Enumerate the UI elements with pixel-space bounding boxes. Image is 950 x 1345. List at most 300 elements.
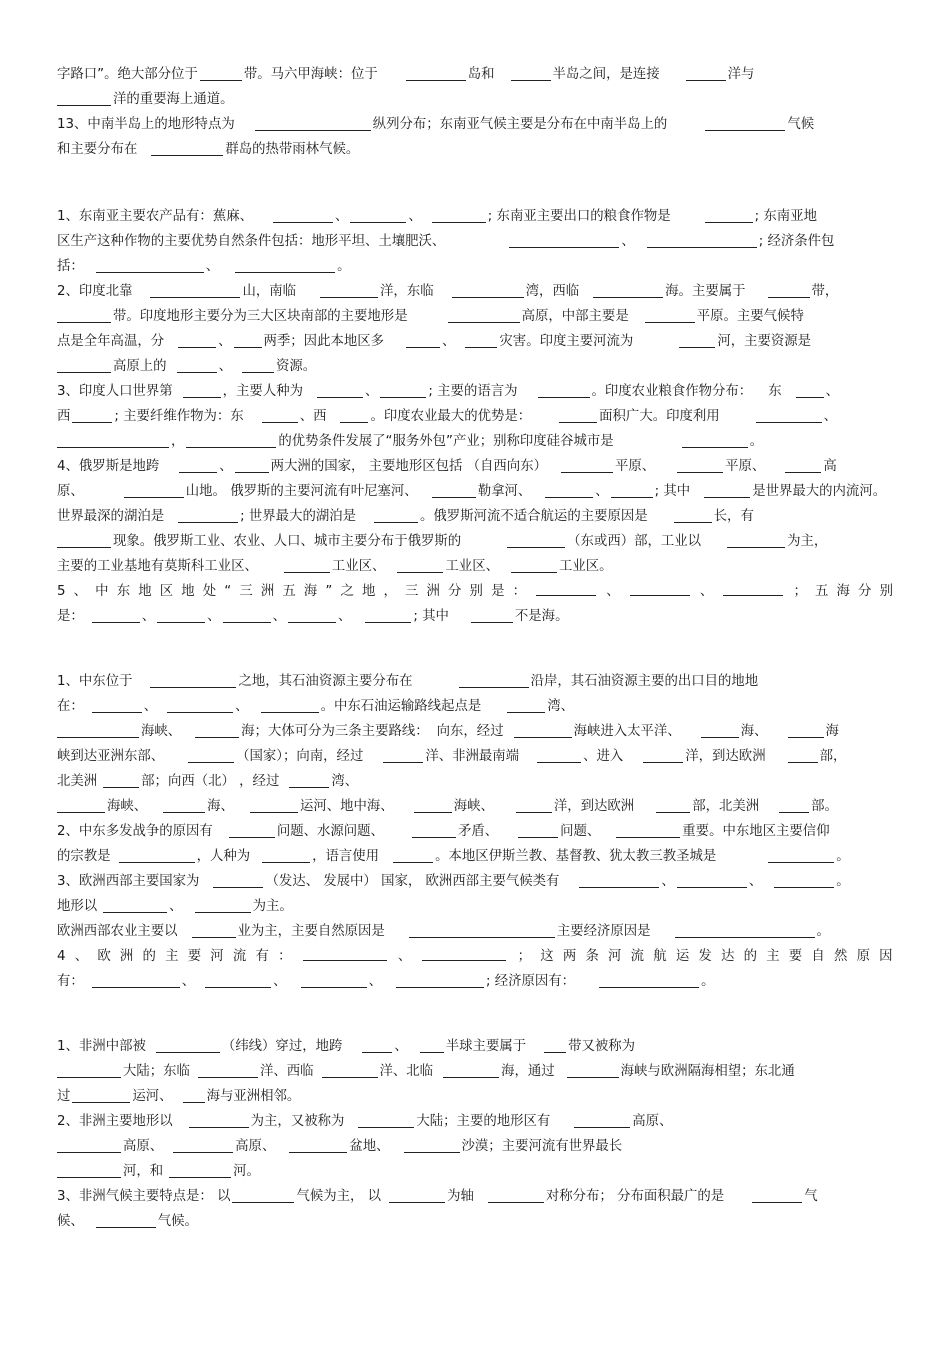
text: 自 — [811, 949, 825, 964]
text: 流 — [630, 949, 645, 964]
text: 五 — [282, 584, 296, 599]
text: 5 — [57, 584, 66, 599]
blank[interactable] — [511, 556, 557, 573]
blank[interactable] — [420, 1036, 444, 1053]
blank[interactable] — [705, 114, 785, 131]
text: 。印度农业粮食作物分布： — [591, 384, 753, 399]
blank[interactable] — [599, 971, 699, 988]
blank[interactable] — [242, 356, 274, 373]
text: 洋、非洲最南端 — [425, 749, 520, 764]
text: 、 — [335, 209, 349, 224]
text: 、 — [397, 949, 412, 964]
blank[interactable] — [509, 231, 619, 248]
text: 现象。俄罗斯工业、农业、人口、城市主要分布于俄罗斯的 — [113, 534, 462, 549]
blank[interactable] — [284, 556, 330, 573]
blank[interactable] — [383, 746, 423, 763]
text: 洋的重要海上通道。 — [113, 92, 234, 107]
text: 地 — [138, 584, 152, 599]
line — [57, 254, 893, 279]
text: 海。主要属于 — [665, 284, 746, 299]
blank[interactable] — [57, 721, 139, 738]
blank[interactable] — [289, 771, 329, 788]
blank[interactable] — [57, 306, 111, 323]
text: 高 — [823, 459, 837, 474]
blank[interactable] — [647, 231, 757, 248]
blank[interactable] — [674, 506, 712, 523]
blank[interactable] — [288, 606, 336, 623]
line — [57, 894, 893, 919]
line — [57, 1109, 893, 1134]
blank[interactable] — [397, 556, 443, 573]
text: 部；向西（北） ，经过 — [141, 774, 280, 789]
text: 部， — [819, 749, 847, 764]
text: 、 — [218, 359, 232, 374]
text: 平原、 — [614, 459, 656, 474]
line — [57, 744, 893, 769]
blank[interactable] — [320, 281, 378, 298]
blank[interactable] — [616, 821, 680, 838]
line — [57, 919, 893, 944]
text: 之 — [340, 584, 354, 599]
blank[interactable] — [544, 1036, 566, 1053]
blank[interactable] — [768, 846, 834, 863]
blank[interactable] — [752, 1186, 802, 1203]
line — [57, 1059, 893, 1084]
line — [57, 87, 893, 112]
blank[interactable] — [448, 306, 520, 323]
blank[interactable] — [150, 671, 236, 688]
blank[interactable] — [119, 846, 195, 863]
text: 带。印度地形主要分为三大区块南部的主要地形是 — [113, 309, 408, 324]
text: 主要的工业基地有莫斯科工业区、 — [57, 559, 258, 574]
blank[interactable] — [643, 746, 683, 763]
blank[interactable] — [150, 281, 240, 298]
text: 海 — [825, 724, 839, 739]
text: 和主要分布在 — [57, 142, 138, 157]
blank[interactable] — [177, 356, 217, 373]
blank[interactable] — [57, 531, 111, 548]
blank[interactable] — [235, 256, 335, 273]
blank[interactable] — [422, 944, 506, 961]
text: 平原、 — [725, 459, 766, 474]
blank[interactable] — [432, 481, 476, 498]
blank[interactable] — [178, 506, 238, 523]
blank[interactable] — [157, 606, 205, 623]
blank[interactable] — [705, 206, 753, 223]
blank[interactable] — [756, 406, 822, 423]
blank[interactable] — [779, 796, 809, 813]
text: 原 — [856, 949, 870, 964]
text: 洋，到达欧洲 — [685, 749, 766, 764]
line — [57, 554, 893, 579]
blank[interactable] — [393, 846, 433, 863]
text: 有 — [255, 949, 269, 964]
blank[interactable] — [232, 1186, 294, 1203]
text: 候、 — [57, 1214, 84, 1229]
blank[interactable] — [96, 1211, 156, 1228]
text: ; 世界最大的湖泊是 — [240, 509, 357, 524]
blank[interactable] — [536, 579, 596, 596]
blank[interactable] — [57, 431, 169, 448]
text: ，人种为 — [196, 849, 251, 864]
text: 洋，到达欧洲 — [553, 799, 635, 814]
text: 两大洲的国家， 主要地形区包括 （自西向东） — [270, 459, 547, 474]
text: 海峡、 — [107, 799, 148, 814]
blank[interactable] — [163, 796, 205, 813]
blank[interactable] — [727, 531, 785, 548]
blank[interactable] — [365, 606, 411, 623]
text: 海峡与欧洲隔海相望；东北通 — [620, 1064, 795, 1079]
blank[interactable] — [538, 381, 590, 398]
text: 三 — [239, 584, 253, 599]
line — [57, 379, 893, 404]
text: 矛盾、 — [457, 824, 499, 839]
line — [57, 844, 893, 869]
blank[interactable] — [574, 1111, 630, 1128]
blank[interactable] — [57, 796, 105, 813]
blank[interactable] — [579, 871, 659, 888]
blank[interactable] — [322, 1061, 378, 1078]
blank[interactable] — [156, 1036, 220, 1053]
text: 是： — [57, 609, 84, 624]
blank[interactable] — [151, 139, 223, 156]
blank[interactable] — [195, 721, 239, 738]
blank[interactable] — [701, 721, 739, 738]
text: ; 东南亚地 — [754, 209, 817, 224]
blank[interactable] — [234, 331, 262, 348]
blank[interactable] — [471, 606, 513, 623]
blank[interactable] — [432, 206, 486, 223]
blank[interactable] — [374, 506, 418, 523]
text: ， — [171, 434, 185, 449]
text: 处 — [202, 584, 217, 599]
blank[interactable] — [593, 281, 663, 298]
text: ; 东南亚主要出口的粮食作物是 — [487, 209, 671, 224]
text: 洲 — [260, 584, 275, 599]
blank[interactable] — [656, 796, 690, 813]
blank[interactable] — [103, 896, 167, 913]
text: 运 — [675, 949, 690, 964]
blank[interactable] — [675, 921, 815, 938]
blank[interactable] — [183, 1086, 205, 1103]
text: ; 经济条件包 — [758, 234, 835, 249]
blank[interactable] — [412, 821, 456, 838]
blank[interactable] — [57, 1161, 121, 1178]
text: 为轴 — [447, 1189, 474, 1204]
text: 、 — [442, 334, 456, 349]
blank[interactable] — [380, 381, 426, 398]
blank[interactable] — [682, 431, 748, 448]
text: 、 — [219, 459, 233, 474]
text: 世界最深的湖泊是 — [57, 509, 165, 524]
text: 灾害。印度主要河流为 — [499, 334, 634, 349]
blank[interactable] — [511, 64, 551, 81]
text: ： — [512, 584, 526, 599]
blank[interactable] — [189, 1111, 249, 1128]
line — [57, 62, 893, 87]
text: 问题、 — [560, 824, 601, 839]
blank[interactable] — [198, 1061, 258, 1078]
text: 海 — [836, 584, 850, 599]
text: 、 — [235, 699, 249, 714]
blank[interactable] — [124, 481, 184, 498]
text: （发达、 发展中） 国家， 欧洲西部主要气候类有 — [265, 874, 560, 889]
text: ， — [383, 584, 397, 599]
blank[interactable] — [414, 796, 452, 813]
section-southeast-asia-cont — [57, 62, 893, 162]
blank[interactable] — [188, 746, 234, 763]
text: 欧洲西部农业主要以 — [57, 924, 178, 939]
blank[interactable] — [537, 746, 581, 763]
blank[interactable] — [213, 871, 263, 888]
text: 洋与 — [727, 67, 755, 82]
text: 、 — [748, 874, 763, 889]
line-justified — [57, 944, 893, 969]
blank[interactable] — [57, 1136, 121, 1153]
blank[interactable] — [223, 606, 271, 623]
text: 、 — [169, 899, 183, 914]
text: 地 — [361, 584, 376, 599]
blank[interactable] — [452, 281, 524, 298]
text: 面积广大。印度利用 — [599, 409, 720, 424]
text: 、 — [699, 584, 714, 599]
text: 海、 — [207, 799, 234, 814]
blank[interactable] — [677, 456, 723, 473]
blank[interactable] — [396, 971, 484, 988]
text: 为主。 — [252, 899, 293, 914]
text: 河 — [608, 949, 622, 964]
text: 河，主要资源是 — [717, 334, 812, 349]
blank[interactable] — [389, 1186, 445, 1203]
text: 部，北美洲 — [692, 799, 760, 814]
text: 东 — [768, 384, 782, 399]
text: 大陆；东临 — [123, 1064, 190, 1079]
blank[interactable] — [796, 381, 824, 398]
blank[interactable] — [507, 696, 545, 713]
blank[interactable] — [488, 1186, 544, 1203]
blank[interactable] — [72, 1086, 130, 1103]
text: 、 — [143, 699, 158, 714]
blank[interactable] — [289, 1136, 347, 1153]
blank[interactable] — [645, 306, 695, 323]
text: ; 其中 — [654, 484, 691, 499]
text: ，主要人种为 — [222, 384, 303, 399]
blank[interactable] — [57, 356, 111, 373]
text: 盆地、 — [349, 1139, 390, 1154]
blank[interactable] — [443, 1061, 499, 1078]
blank[interactable] — [611, 481, 653, 498]
text: 群岛的热带雨林气候。 — [225, 142, 360, 157]
blank[interactable] — [677, 871, 747, 888]
text: ; 经济原因有： — [485, 974, 576, 989]
text: 。俄罗斯河流不适合航运的主要原因是 — [420, 509, 648, 524]
blank[interactable] — [103, 771, 139, 788]
blank[interactable] — [774, 871, 834, 888]
text: 峡到达亚洲东部、 — [57, 749, 165, 764]
blank[interactable] — [465, 331, 497, 348]
text: 问题、水源问题、 — [276, 824, 384, 839]
blank[interactable] — [559, 406, 597, 423]
text: ; 主要纤维作物为：东 — [114, 409, 244, 424]
text: 原、 — [57, 484, 84, 499]
line — [57, 354, 893, 379]
blank[interactable] — [358, 1111, 414, 1128]
text: 海峡、 — [141, 724, 182, 739]
text: 。 — [337, 259, 351, 274]
blank[interactable] — [409, 921, 555, 938]
blank[interactable] — [301, 971, 367, 988]
blank[interactable] — [350, 206, 406, 223]
text: 、 — [394, 1039, 408, 1054]
line — [57, 969, 893, 994]
text: （东或西）部，工业以 — [567, 534, 702, 549]
blank[interactable] — [72, 406, 112, 423]
blank[interactable] — [406, 64, 466, 81]
text: 。中东石油运输路线起点是 — [320, 699, 482, 714]
text: 1、东南亚主要农产品有：蕉麻、 — [57, 209, 253, 224]
line — [57, 1184, 893, 1209]
blank[interactable] — [303, 944, 387, 961]
text: 高原、 — [123, 1139, 164, 1154]
blank[interactable] — [92, 606, 140, 623]
text: 2、中东多发战争的原因有 — [57, 824, 213, 839]
text: 半球主要属于 — [445, 1039, 527, 1054]
blank[interactable] — [340, 406, 368, 423]
text: （纬线）穿过，地跨 — [221, 1039, 343, 1054]
text: 欧 — [97, 949, 111, 964]
text: 部。 — [811, 799, 838, 814]
blank[interactable] — [406, 331, 440, 348]
blank[interactable] — [459, 671, 529, 688]
blank[interactable] — [507, 531, 565, 548]
text: 洋、西临 — [259, 1064, 314, 1079]
text: 、 — [595, 484, 609, 499]
blank[interactable] — [567, 1061, 619, 1078]
blank[interactable] — [679, 331, 715, 348]
blank[interactable] — [514, 721, 572, 738]
text: 沙漠；主要河流有世界最长 — [461, 1139, 623, 1154]
blank[interactable] — [785, 456, 821, 473]
text: 2、非洲主要地形以 — [57, 1114, 173, 1129]
blank[interactable] — [200, 64, 242, 81]
blank[interactable] — [788, 721, 824, 738]
text: 达 — [721, 949, 735, 964]
text: 东 — [116, 584, 131, 599]
blank[interactable] — [255, 114, 371, 131]
section-africa — [57, 1034, 893, 1234]
text: 洲 — [119, 949, 134, 964]
text: 海峡进入太平洋、 — [573, 724, 681, 739]
text: 北美洲 — [57, 774, 98, 789]
line — [57, 479, 893, 504]
blank[interactable] — [205, 971, 271, 988]
blank[interactable] — [518, 821, 558, 838]
text: 航 — [653, 949, 667, 964]
text: 海；大体可分为三条主要路线： — [241, 724, 429, 739]
blank[interactable] — [768, 281, 810, 298]
line — [57, 869, 893, 894]
blank[interactable] — [173, 1136, 233, 1153]
blank[interactable] — [262, 406, 298, 423]
blank[interactable] — [169, 1161, 231, 1178]
line — [57, 694, 893, 719]
text: 分 — [858, 584, 872, 599]
worksheet-page — [57, 62, 893, 1234]
text: 海，通过 — [501, 1064, 555, 1079]
blank[interactable] — [788, 746, 818, 763]
text: 流 — [232, 949, 247, 964]
text: 条 — [585, 949, 599, 964]
text: 工业区。 — [558, 559, 613, 574]
blank[interactable] — [186, 431, 276, 448]
blank[interactable] — [92, 971, 180, 988]
text: 、 — [74, 949, 89, 964]
line — [57, 1134, 893, 1159]
text: 因 — [879, 949, 893, 964]
blank[interactable] — [92, 696, 142, 713]
text: ; 其中 — [413, 609, 449, 624]
blank[interactable] — [704, 481, 750, 498]
blank[interactable] — [235, 456, 269, 473]
line — [57, 454, 893, 479]
blank[interactable] — [545, 481, 593, 498]
text: 山地。 俄罗斯的主要河流有叶尼塞河、 — [185, 484, 418, 499]
blank[interactable] — [516, 796, 552, 813]
blank[interactable] — [96, 256, 204, 273]
text: 、 — [218, 334, 232, 349]
text: 括： — [57, 259, 84, 274]
blank[interactable] — [262, 846, 310, 863]
text: 要 — [788, 949, 803, 964]
blank[interactable] — [250, 796, 298, 813]
text: 地 — [181, 584, 195, 599]
text: 气 — [804, 1189, 818, 1204]
blank[interactable] — [723, 579, 783, 596]
blank[interactable] — [404, 1136, 460, 1153]
blank[interactable] — [57, 89, 111, 106]
blank[interactable] — [317, 381, 363, 398]
blank[interactable] — [179, 456, 217, 473]
blank[interactable] — [183, 381, 221, 398]
blank[interactable] — [686, 64, 726, 81]
text: 海峡、 — [453, 799, 494, 814]
text: 别 — [469, 584, 483, 599]
line — [57, 1159, 893, 1184]
blank[interactable] — [261, 696, 319, 713]
text: 洲 — [426, 584, 440, 599]
text: 气候 — [787, 117, 815, 132]
text: 高原，中部主要是 — [521, 309, 629, 324]
blank[interactable] — [362, 1036, 392, 1053]
blank[interactable] — [273, 206, 333, 223]
text: 业为主，主要自然原因是 — [237, 924, 385, 939]
blank[interactable] — [561, 456, 613, 473]
blank[interactable] — [195, 896, 251, 913]
blank[interactable] — [57, 1061, 121, 1078]
blank[interactable] — [229, 821, 275, 838]
text: 的宗教是 — [57, 849, 111, 864]
text: 主要经济原因是 — [556, 924, 651, 939]
text: 3、欧洲西部主要国家为 — [57, 874, 200, 889]
blank[interactable] — [192, 921, 236, 938]
text: 别 — [879, 584, 893, 599]
blank[interactable] — [630, 579, 690, 596]
line — [57, 279, 893, 304]
blank[interactable] — [167, 696, 233, 713]
text: 区生产这种作物的主要优势自然条件包括：地形平坦、土壤肥沃、 — [57, 234, 446, 249]
blank[interactable] — [178, 331, 216, 348]
line — [57, 112, 893, 137]
